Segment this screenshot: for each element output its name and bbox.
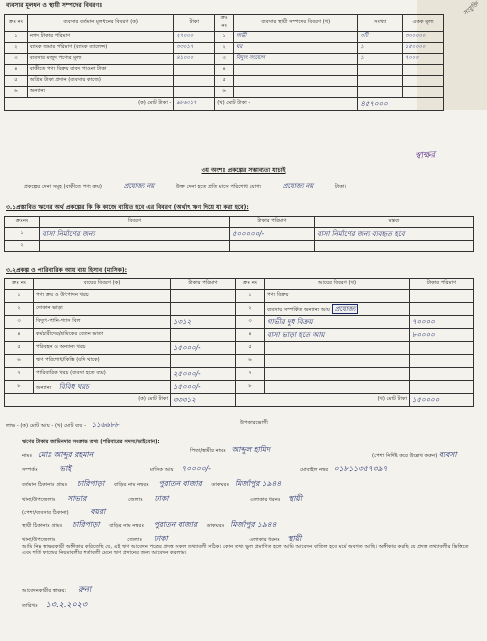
expense-label-cell [34, 381, 171, 394]
row-desc: বাসা নির্মাণের জন্য [40, 228, 230, 241]
liabilities-label: প্রকল্পের দেনা সমূহ (বাকীতে পণ্য ক্রয়) [24, 184, 102, 190]
row-amount [174, 65, 215, 76]
signature-scribble: স্বাক্ষর [414, 150, 436, 162]
row-label: ব্যাংক জমার পরিমাণ (ব্যাংক ব্যালেন্স) [27, 43, 173, 54]
capital-section-title: ব্যবসার মূলধন ও স্থায়ী সম্পদের বিবরণঃ [6, 2, 103, 9]
asset-unit: ৩০০০০০ [403, 32, 444, 43]
row-no-2: ৩ [215, 54, 234, 65]
present-address-label: বর্তমান ঠিকানাঃ গ্রামঃ [22, 482, 68, 488]
asset-unit: ৭০০০ [403, 54, 444, 65]
row-remark [315, 241, 474, 252]
row-no: ১ [5, 228, 40, 241]
income-label: বাসা ভাড়া হতে আয় [265, 329, 410, 342]
table-row [5, 329, 474, 342]
guarantor-name-line [22, 451, 93, 460]
beneficiary-label: উপকারভোগী [240, 420, 268, 426]
table-row [5, 355, 474, 368]
work-address-line [22, 508, 105, 517]
row-amount [174, 87, 215, 98]
row-no: ১ [5, 32, 28, 43]
expense-label: পারিবারিক খরচ (ব্যবসা হতে ব্যয়) [34, 368, 171, 381]
relation-label: সম্পর্কঃ [22, 467, 38, 473]
profit-line [6, 421, 119, 430]
col-header-taka-2: টাকার পরিমাণ [410, 279, 474, 290]
expense-amount [171, 290, 236, 303]
income-label [265, 368, 410, 381]
asset-label [234, 87, 358, 98]
expense-label: বিদ্যুৎ-পানি-গ্যাস বিল [34, 316, 171, 329]
work-address-value: বয়রা [90, 507, 106, 516]
row-no-2: ৩ [236, 316, 265, 329]
present-house-label: বাড়ির নাম নম্বরঃ [113, 482, 149, 488]
date-line [22, 600, 87, 610]
table-row [5, 76, 444, 87]
income-amount [410, 303, 474, 316]
expense-label: ঋণ পরিশোধ/কিস্তি (যদি থাকে) [34, 355, 171, 368]
row-no: ৭ [5, 368, 34, 381]
permanent-village: চারিপাড়া [72, 520, 100, 529]
row-amount: ৩৩০১৭ [174, 43, 215, 54]
expense-amount [171, 355, 236, 368]
income-label [265, 342, 410, 355]
permanent-post-label: ডাকঘরঃ [206, 523, 225, 529]
profit-label: লাভ - (ক) মোট আয় - (খ) মোট ব্যয় - [6, 423, 87, 429]
district-label: জেলাঃ [127, 497, 143, 503]
row-no: ২ [5, 303, 34, 316]
asset-qty: ৩টি [358, 32, 403, 43]
table-row [5, 228, 474, 241]
present-post-label: ডাকঘরঃ [211, 482, 230, 488]
col-header-no-2: ক্রঃ নং [236, 279, 265, 290]
row-no: ৬ [5, 355, 34, 368]
income-amount [410, 381, 474, 394]
income-amount [410, 290, 474, 303]
table-row [5, 342, 474, 355]
row-amount: ২৭০০০ [174, 32, 215, 43]
table-row [5, 381, 474, 394]
declaration-text: আমি নিম্ন স্বাক্ষরকারী অঙ্গীকার করিতেছি যে, এই ঋণ আবেদন পত্রের প্রদত্ত সকল তথ্যাবলী সঠিক। কোন তথ্য ভুল প্রমাণিত হলে আমি আবেদন বাতিল হবে মর্মে অবগত আছি। অঙ্গীকার করছি যে প্রদত্ত তথ্যাবলীর ভিত্তিতে এবং শর্তি ফান্ডের নিয়মাবলীর শর্তাবলী মেনে ঋণ প্রদানের জন্য আবেদন করলাম। [22, 544, 469, 556]
col-header-desc: বিবরণ [40, 217, 230, 228]
income-value: ৭০০০০/- [181, 464, 211, 473]
father-value: আব্দুল হামিদ [231, 445, 270, 454]
present-area-line [22, 495, 482, 504]
permanent-house: পুরাতন বাজার [153, 520, 198, 529]
permanent-address-label: স্থায়ী ঠিকানাঃ গ্রামঃ [22, 523, 63, 529]
asset-unit: ১৫০০০০ [403, 43, 444, 54]
mobile-value: ০১৮১১৩৫৭৩৯৭ [333, 464, 388, 473]
col-header-expense: ব্যয়ের বিবরণ (ক) [34, 279, 171, 290]
row-amount [230, 241, 315, 252]
permanent-post: মির্জাপুর ১৯৪৪ [230, 520, 277, 529]
expense-label: দোকান ভাড়া [34, 303, 171, 316]
table-row [5, 368, 474, 381]
row-no-2: ৪ [236, 329, 265, 342]
row-no: ৪ [5, 329, 34, 342]
col-header-income: আয়ের বিবরণ (খ) [265, 279, 410, 290]
name-value: মোঃ আব্দুর রহমান [37, 450, 94, 459]
father-label: পিতা/স্বামীর নামঃ [190, 448, 226, 454]
income-label: ব্যবসায় সম্পর্কিত অন্যান্য আয় [267, 306, 330, 313]
father-line [190, 446, 270, 455]
row-no-2: ৬ [215, 87, 234, 98]
asset-label [234, 65, 358, 76]
present-address-line [22, 480, 482, 489]
total-row [5, 98, 444, 111]
row-label: নগদ টাকার পরিমাণ [27, 32, 173, 43]
row-no: ২ [5, 241, 40, 252]
liabilities-sentence [24, 183, 484, 191]
permanent-type-label: এলাকার ধরনঃ [249, 537, 280, 543]
guarantor-intro: ঋণের টাকার জামিনদার সংক্রান্ত তথ্য (পরিবারের সদস্য/ভাইবোন): [22, 439, 160, 445]
total-row [5, 394, 474, 407]
loan-use-table [4, 216, 474, 252]
row-no-2: ২ [215, 43, 234, 54]
row-no-2: ১ [236, 290, 265, 303]
expense-amount: ১৫০০০/- [171, 342, 236, 355]
asset-qty: ১ [358, 43, 403, 54]
total-right-value: ৪৫৭০০০ [358, 98, 444, 111]
table-row [5, 303, 474, 316]
row-no: ৮ [5, 381, 34, 394]
col-header-qty: সংখ্যা [358, 15, 403, 32]
asset-qty [358, 65, 403, 76]
asset-label: ঘর [234, 43, 358, 54]
asset-unit [403, 76, 444, 87]
row-no-2: ৪ [215, 65, 234, 76]
permanent-address-line [22, 521, 482, 530]
asset-qty [358, 76, 403, 87]
asset-unit [403, 65, 444, 76]
income-label: মাসিক আয় [150, 467, 174, 473]
row-label: বাকীতে পণ্য বিক্রয় বাবদ পাওনা টাকা [27, 65, 173, 76]
district-value: ঢাকা [154, 494, 169, 503]
table-row [5, 241, 474, 252]
capital-table [4, 14, 444, 111]
col-header-remark: মন্তব্য [315, 217, 474, 228]
attached-paper-text: সংযুক্তি [462, 0, 481, 18]
income-label [265, 355, 410, 368]
income-amount: ৮০০০০ [410, 329, 474, 342]
relation-line [22, 465, 71, 474]
income-line [150, 465, 211, 474]
row-no: ৩ [5, 316, 34, 329]
row-no-2: ৫ [236, 342, 265, 355]
col-header-amount: টাকার পরিমাণ [230, 217, 315, 228]
income-label [265, 381, 410, 394]
expense-label: পরিবহন ও অন্যান্য খরচ [34, 342, 171, 355]
taka-label: টাকা। [334, 184, 347, 190]
row-label: অগ্রিম টাকা প্রদান (ব্যবসার কাজে) [27, 76, 173, 87]
upazila-label: থানা/উপজেলাঃ [22, 497, 56, 503]
mobile-line [300, 465, 387, 474]
expense-hand-note: বিবিধ খরচ [58, 383, 90, 391]
table-row [5, 32, 444, 43]
col-header-no: ক্রঃনং [5, 217, 40, 228]
row-amount [174, 76, 215, 87]
expense-label: কর্মচারীদের/শ্রমিকের বেতন ভাতা [34, 329, 171, 342]
row-no-2: ৫ [215, 76, 234, 87]
table-row [5, 65, 444, 76]
upazila-value: সাভার [67, 494, 87, 503]
expense-amount: ১৫০০০/- [171, 381, 236, 394]
work-address-label: (পেশা/ব্যবসার ঠিকানা) [22, 510, 69, 516]
col-header-no-2: ক্রঃ নং [215, 15, 234, 32]
row-no-2: ১ [215, 32, 234, 43]
date-value: ১৩.২.২০২৩ [45, 600, 88, 609]
row-no: ২ [5, 43, 28, 54]
applicant-signature: রুনা [77, 585, 92, 594]
expense-amount [171, 329, 236, 342]
total-income-value: ১৫০০০০ [410, 394, 474, 407]
repayment-label: উক্ত দেনা হতে প্রতি মাসে পরিশোধ যোগ্য [175, 184, 262, 190]
total-income-label: (খ) মোট টাকা [236, 394, 410, 407]
asset-label [234, 76, 358, 87]
row-no-2: ৮ [236, 381, 265, 394]
mobile-label: মোবাইল নম্বর [300, 467, 329, 473]
asset-qty: ১ [358, 54, 403, 65]
profit-value: ১১৬৬৮৮ [91, 421, 119, 429]
income-label: গাভীর দুধ বিক্রয় [265, 316, 410, 329]
expense-label: অন্যান্য [36, 385, 52, 391]
income-hand-note: প্রযোজ্য [332, 304, 359, 314]
date-label: তারিখঃ [22, 603, 38, 609]
asset-label: গাভী [234, 32, 358, 43]
feasibility-section-title: ৩য় অংশঃ প্রকল্পের সম্ভাব্যতা যাচাই [201, 167, 286, 174]
row-no: ১ [5, 290, 34, 303]
name-label: নামঃ [22, 453, 33, 459]
expense-amount: ২৫০০০/- [171, 368, 236, 381]
income-expense-table [4, 278, 474, 407]
applicant-signature-line [22, 585, 91, 595]
permanent-type: স্থায়ী [287, 534, 302, 543]
total-left-value: ৯৮৬০১৭ [174, 98, 215, 111]
row-no: ৪ [5, 65, 28, 76]
row-no-2: ৬ [236, 355, 265, 368]
present-house: পুরাতন বাজার [158, 479, 202, 488]
permanent-house-label: বাড়ির নাম নম্বরঃ [109, 523, 145, 529]
occupation-value: ব্যবসা [438, 450, 457, 459]
total-expense-label: (ক) মোট টাকা [5, 394, 171, 407]
permanent-upazila-label: থানা/উপজেলাঃ [22, 537, 56, 543]
income-amount [410, 368, 474, 381]
col-header-no: ক্রঃ নং [5, 15, 28, 32]
permanent-district-label: জেলাঃ [127, 537, 143, 543]
permanent-district: ঢাকা [153, 534, 168, 543]
row-no: ৩ [5, 54, 28, 65]
income-amount [410, 342, 474, 355]
present-village: চারিপাড়া [77, 479, 105, 488]
col-header-taka: টাকার পরিমাণ [171, 279, 236, 290]
income-amount: ৭০০০০ [410, 316, 474, 329]
total-expense-value: ৩৩৩১২ [171, 394, 236, 407]
expense-label: পণ্য ক্রয় ও উৎপাদন খরচ [34, 290, 171, 303]
table-row [5, 43, 444, 54]
area-type-label: এলাকার ধরনঃ [250, 497, 281, 503]
income-expense-title: ৩.২প্রকল্প ও পারিবারিক আয় ব্যয় হিসাব (মাসিক): [6, 267, 128, 274]
relation-value: ভাই [59, 464, 72, 473]
income-amount [410, 355, 474, 368]
income-label-cell [265, 303, 410, 316]
row-label: ব্যবসার মজুদ পণ্যের মূল্য [27, 54, 173, 65]
area-type-value: স্থায়ী [288, 494, 302, 503]
present-post: মির্জাপুর ১৯৪৪ [234, 479, 282, 488]
col-header-taka: টাকা [174, 15, 215, 32]
row-label: অন্যান্য [27, 87, 173, 98]
expense-amount: ১৩১২ [171, 316, 236, 329]
total-left-label: (ক) মোট টাকা - [5, 98, 174, 111]
col-header-current-capital: ব্যবসার বর্তমান মূলধনের বিবরণ (ক) [27, 15, 173, 32]
table-row [5, 290, 474, 303]
row-no-2: ৭ [236, 368, 265, 381]
asset-qty [358, 87, 403, 98]
table-row [5, 316, 474, 329]
total-right-label: (খ) মোট টাকা - [215, 98, 358, 111]
row-no: ৬ [5, 87, 28, 98]
row-remark: বাসা নির্মাণের জন্য ব্যবহৃত হবে [315, 228, 474, 241]
col-header-unit-price: একক মূল্য [403, 15, 444, 32]
repayment-value: প্রযোজ্য নয় [282, 182, 314, 190]
expense-amount [171, 303, 236, 316]
row-amount: ৪১০০০ [174, 54, 215, 65]
applicant-sign-label: আবেদনকারীর স্বাক্ষর: [22, 588, 67, 594]
occupation-line [372, 451, 457, 460]
asset-unit [403, 87, 444, 98]
row-amount: ৫০০০০০/- [230, 228, 315, 241]
row-desc [40, 241, 230, 252]
income-label: পণ্য বিক্রয় [265, 290, 410, 303]
asset-label: বিদ্যুৎ সংযোগ [234, 54, 358, 65]
table-row [5, 54, 444, 65]
row-no: ৫ [5, 342, 34, 355]
liabilities-value: প্রযোজ্য নয় [123, 182, 155, 190]
row-no: ৫ [5, 76, 28, 87]
row-no-2: ২ [236, 303, 265, 316]
table-row [5, 87, 444, 98]
permanent-area-line [22, 535, 482, 544]
col-header-fixed-assets: ব্যবসার স্থায়ী সম্পদের বিবরণ (খ) [234, 15, 358, 32]
col-header-no: ক্রঃ নং [5, 279, 34, 290]
loan-use-title: ৩.১প্রস্তাবিত ঋণের অর্থ প্রকল্পের কি কি কাজে ব্যয়িত হবে এর বিবরণ (অর্থাৎ ঋণ দিয়ে যা করা হবে): [6, 204, 249, 211]
occupation-label: (পেশা নির্দিষ্ট করে উল্লেখ করুন) [372, 453, 438, 459]
